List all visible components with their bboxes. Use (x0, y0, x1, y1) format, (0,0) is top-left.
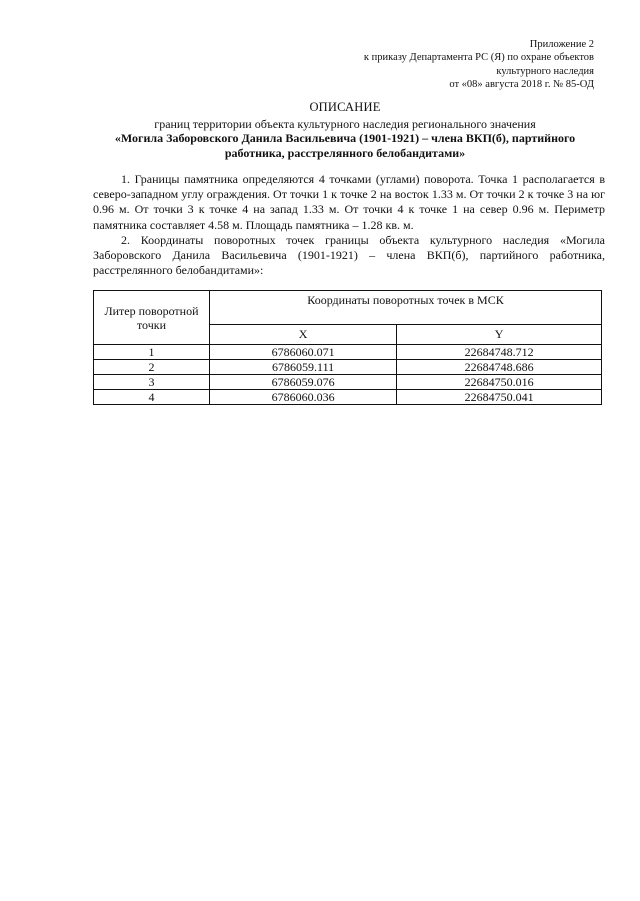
title-block (90, 99, 600, 161)
object-name-line-1: «Могила Заборовского Данила Васильевича (1901-1921) – члена ВКП(б), партийного (114, 131, 576, 145)
header-x: X (210, 325, 397, 345)
header-litera: Литер поворотной точки (94, 291, 210, 345)
appendix-note (364, 38, 594, 91)
document-subtitle: границ территории объекта культурного наследия регионального значения (154, 117, 536, 131)
header-coordinates: Координаты поворотных точек в МСК (210, 291, 602, 325)
header-y: Y (397, 325, 602, 345)
object-name-line-2: работника, расстрелянного белобандитами» (224, 146, 466, 160)
table-row (94, 390, 602, 405)
y-cell: 22684750.041 (397, 390, 602, 405)
x-cell: 6786060.036 (210, 390, 397, 405)
y-cell: 22684748.686 (397, 360, 602, 375)
point-cell: 4 (94, 390, 210, 405)
appendix-line-3: культурного наследия (496, 65, 594, 77)
table-row (94, 375, 602, 390)
point-cell: 3 (94, 375, 210, 390)
document-title: ОПИСАНИЕ (309, 100, 381, 114)
appendix-line-2: к приказу Департамента РС (Я) по охране объектов (363, 52, 594, 64)
table-header-row (94, 291, 602, 325)
body-text (93, 172, 605, 278)
table-row (94, 345, 602, 360)
x-cell: 6786059.111 (210, 360, 397, 375)
point-cell: 2 (94, 360, 210, 375)
y-cell: 22684748.712 (397, 345, 602, 360)
paragraph-2: 2. Координаты поворотных точек границы объекта культурного наследия «Могила Заборовского Данила Васильевича (1901-1921) – члена ВКП(б), партийного работника, расстрелянного белобандитами»: (93, 232, 605, 278)
paragraph-1: 1. Границы памятника определяются 4 точками (углами) поворота. Точка 1 располагается в северо-западном углу ограждения. От точки 1 к точке 2 на восток 1.33 м. От точки 2 к точке 3 на юг 0.96 м. От точки 3 к точке 4 на запад 1.33 м. От точки 4 к точке 1 на север 0.96 м. Периметр памятника составляет 4.58 м. Площадь памятника – 1.28 кв. м. (93, 172, 605, 232)
x-cell: 6786060.071 (210, 345, 397, 360)
table-row (94, 360, 602, 375)
appendix-line-4: от «08» августа 2018 г. № 85-ОД (449, 78, 594, 90)
appendix-line-1: Приложение 2 (529, 39, 594, 50)
y-cell: 22684750.016 (397, 375, 602, 390)
x-cell: 6786059.076 (210, 375, 397, 390)
coordinates-table (93, 290, 602, 405)
point-cell: 1 (94, 345, 210, 360)
